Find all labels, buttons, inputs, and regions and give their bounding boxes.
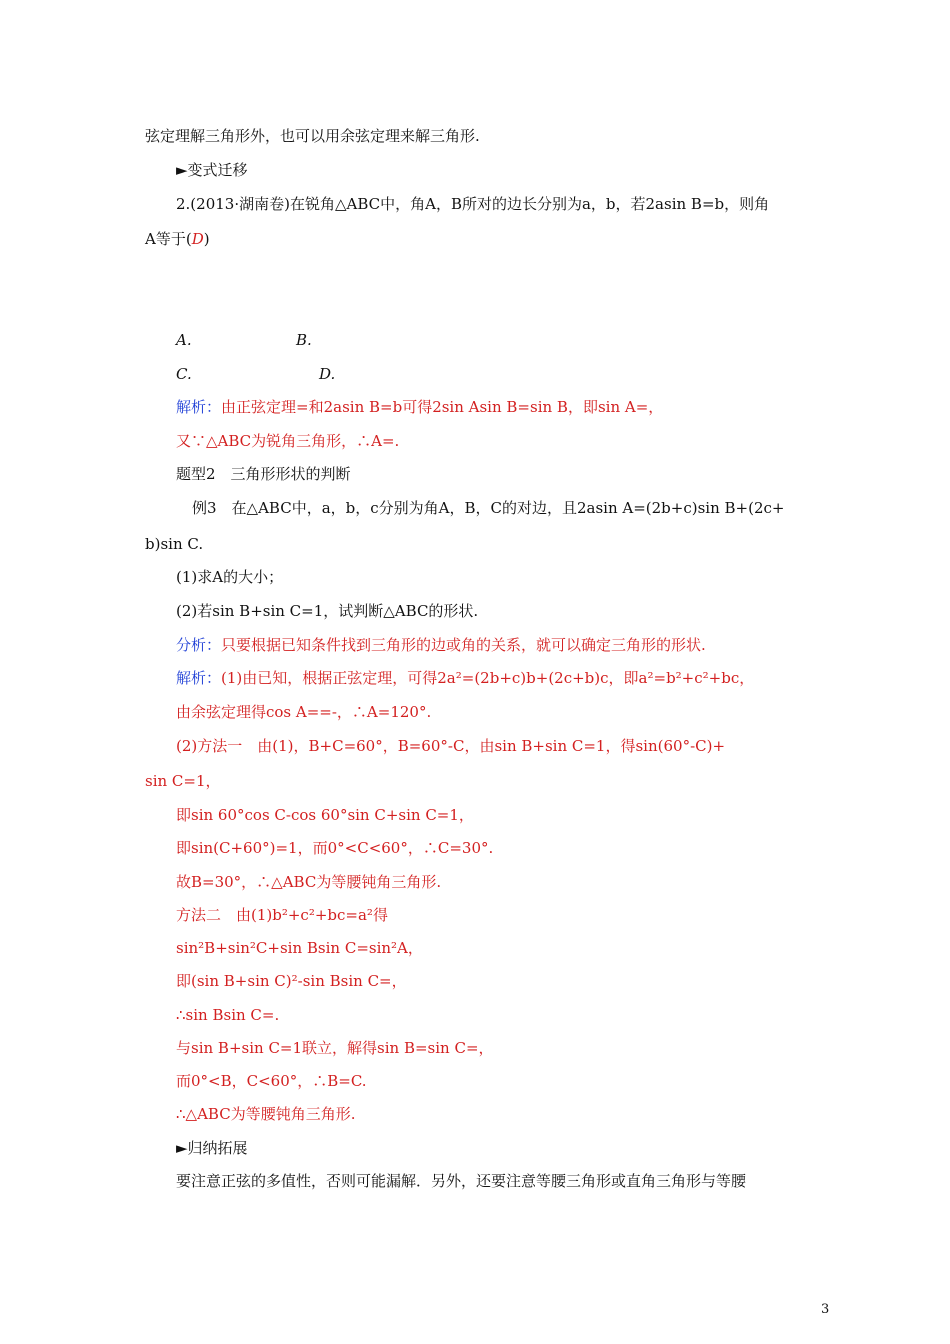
example-text: b)sin C. <box>145 535 204 553</box>
solution-line: sin C=1， <box>145 772 221 790</box>
text-line: 要注意正弦的多值性，否则可能漏解．另外，还要注意等腰三角形或直角三角形与等腰 <box>176 1172 747 1190</box>
problem-text-prefix: A等于( <box>145 230 192 248</box>
solution-line: 即sin(C+60°)=1，而0°<C<60°，∴C=30°. <box>176 839 494 857</box>
section-heading: 题型2 三角形形状的判断 <box>176 465 351 483</box>
solution-line: 与sin B+sin C=1联立，解得sin B=sin C=， <box>176 1039 494 1057</box>
problem-text <box>145 230 210 248</box>
text-line: 弦定理解三角形外，也可以用余弦定理来解三角形. <box>145 127 480 145</box>
solution-text: 由正弦定理=和2asin B=b可得2sin Asin B=sin B，即sin A=， <box>221 398 664 416</box>
question-2: (2)若sin B+sin C=1，试判断△ABC的形状. <box>176 602 479 620</box>
analysis-label: 分析： <box>176 636 222 654</box>
solution-label: 解析： <box>176 669 222 687</box>
solution-line: 又∵△ABC为锐角三角形，∴A=. <box>176 432 400 450</box>
solution-line: ∴sin Bsin C=. <box>176 1006 280 1024</box>
solution-line: 方法二 由(1)b²+c²+bc=a²得 <box>176 906 388 924</box>
option-d: D. <box>319 365 336 383</box>
solution-line <box>176 398 663 416</box>
solution-line: ∴△ABC为等腰钝角三角形. <box>176 1105 356 1123</box>
analysis-text: 只要根据已知条件找到三角形的边或角的关系，就可以确定三角形的形状. <box>221 636 706 654</box>
solution-label: 解析： <box>176 398 222 416</box>
solution-line: (2)方法一 由(1)，B+C=60°，B=60°-C，由sin B+sin C=1，得sin(60°-C)+ <box>176 737 726 755</box>
question-1: (1)求A的大小； <box>176 568 284 586</box>
answer-letter: D <box>191 230 204 248</box>
solution-line <box>176 669 754 687</box>
analysis-line <box>176 636 706 654</box>
section-heading: ►变式迁移 <box>176 161 248 179</box>
problem-text-suffix: ) <box>203 230 210 248</box>
solution-line: 故B=30°，∴△ABC为等腰钝角三角形. <box>176 873 442 891</box>
page-number: 3 <box>821 1302 830 1317</box>
section-heading: ►归纳拓展 <box>176 1139 248 1157</box>
solution-line: 而0°<B，C<60°，∴B=C. <box>176 1072 367 1090</box>
option-a: A. <box>176 331 192 349</box>
solution-line: 即(sin B+sin C)²-sin Bsin C=， <box>176 972 407 990</box>
option-c: C. <box>176 365 192 383</box>
option-b: B. <box>296 331 312 349</box>
solution-line: 由余弦定理得cos A==-，∴A=120°. <box>176 703 432 721</box>
example-text: 例3 在△ABC中，a，b，c分别为角A，B，C的对边，且2asin A=(2b+c)sin B+(2c+ <box>192 499 785 517</box>
solution-line: sin²B+sin²C+sin Bsin C=sin²A， <box>176 939 423 957</box>
solution-text: (1)由已知，根据正弦定理，可得2a²=(2b+c)b+(2c+b)c，即a²=b²+c²+bc， <box>221 669 755 687</box>
problem-text: 2.(2013·湖南卷)在锐角△ABC中，角A，B所对的边长分别为a，b，若2asin B=b，则角 <box>176 195 770 213</box>
solution-line: 即sin 60°cos C-cos 60°sin C+sin C=1， <box>176 806 474 824</box>
